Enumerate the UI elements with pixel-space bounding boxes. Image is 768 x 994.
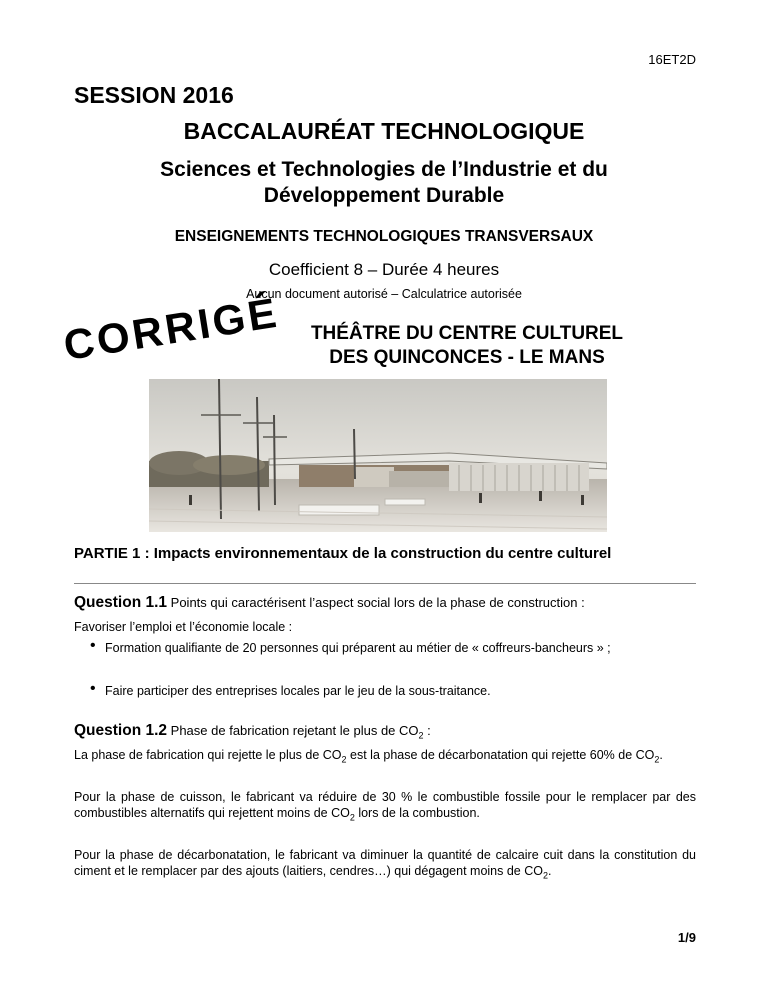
- corrige-stamp: CORRIGÉ: [60, 288, 283, 370]
- question-1-1-intro: Favoriser l’emploi et l’économie locale :: [74, 620, 293, 634]
- series-title: [0, 157, 768, 209]
- list-item: [90, 680, 696, 699]
- bullet-icon: •: [90, 637, 96, 654]
- theatre-title-line2: DES QUINCONCES - LE MANS: [329, 347, 605, 368]
- paragraph-text: .: [659, 748, 663, 762]
- paragraph: [74, 848, 696, 884]
- theatre-title: [272, 322, 662, 370]
- bullet-icon: •: [90, 680, 96, 697]
- list-item-text: Faire participer des entreprises locales par le jeu de la sous-traitance.: [105, 684, 491, 698]
- paragraph: [74, 790, 696, 826]
- theatre-title-line1: THÉÂTRE DU CENTRE CULTUREL: [310, 323, 624, 344]
- subscript: 2: [341, 754, 347, 765]
- paragraph: [74, 748, 696, 768]
- question-1-1-heading: [74, 594, 585, 612]
- partie-heading: PARTIE 1 : Impacts environnementaux de la construction du centre culturel: [74, 545, 612, 562]
- question-1-2-label: Question 1.2: [74, 722, 168, 739]
- question-1-1-label: Question 1.1: [74, 594, 168, 611]
- theatre-illustration: [149, 379, 607, 532]
- paragraph-text: Pour la phase de cuisson, le fabricant va réduire de 30 % le combustible fossile pour le remplacer par des combustibles alternatifs qui rejettent moins de CO: [74, 790, 696, 820]
- paragraph-text: Pour la phase de décarbonatation, le fabricant va diminuer la quantité de calcaire cuit dans la constitution du ciment et le remplacer par des ajouts (laitiers, cendres…) qui dégagent moins de CO: [74, 848, 696, 878]
- series-title-line1: Sciences et Technologies de l’Industrie et du: [160, 158, 608, 181]
- question-1-2-text: Phase de fabrication rejetant le plus de CO: [170, 723, 419, 738]
- question-1-1-text: Points qui caractérisent l’aspect social lors de la phase de construction :: [170, 595, 585, 610]
- question-1-2-heading: [74, 722, 431, 741]
- document-code: 16ET2D: [648, 52, 696, 67]
- question-1-2-text-end: :: [423, 723, 431, 738]
- list-item-text: Formation qualifiante de 20 personnes qui préparent au métier de « coffreurs-bancheurs » ;: [105, 641, 611, 655]
- bac-title: BACCALAURÉAT TECHNOLOGIQUE: [183, 118, 585, 144]
- page-number: 1/9: [677, 930, 696, 945]
- paragraph-text: .: [548, 863, 552, 878]
- list-item: [90, 637, 696, 656]
- coefficient-line: Coefficient 8 – Durée 4 heures: [268, 260, 500, 279]
- subscript: 2: [418, 730, 424, 741]
- subscript: 2: [542, 870, 548, 880]
- subject-title: ENSEIGNEMENTS TECHNOLOGIQUES TRANSVERSAUX: [174, 228, 594, 245]
- subscript: 2: [349, 812, 355, 822]
- series-title-line2: Développement Durable: [263, 184, 505, 207]
- paragraph-text: La phase de fabrication qui rejette le plus de CO: [74, 748, 342, 762]
- conditions-line: Aucun document autorisé – Calculatrice autorisée: [246, 287, 522, 301]
- theatre-photo: [149, 379, 607, 532]
- paragraph-text: lors de la combustion.: [354, 805, 480, 820]
- subscript: 2: [654, 754, 660, 765]
- paragraph-text: est la phase de décarbonatation qui rejette 60% de CO: [346, 748, 655, 762]
- heading-divider: [74, 583, 696, 584]
- session-title: SESSION 2016: [74, 82, 234, 108]
